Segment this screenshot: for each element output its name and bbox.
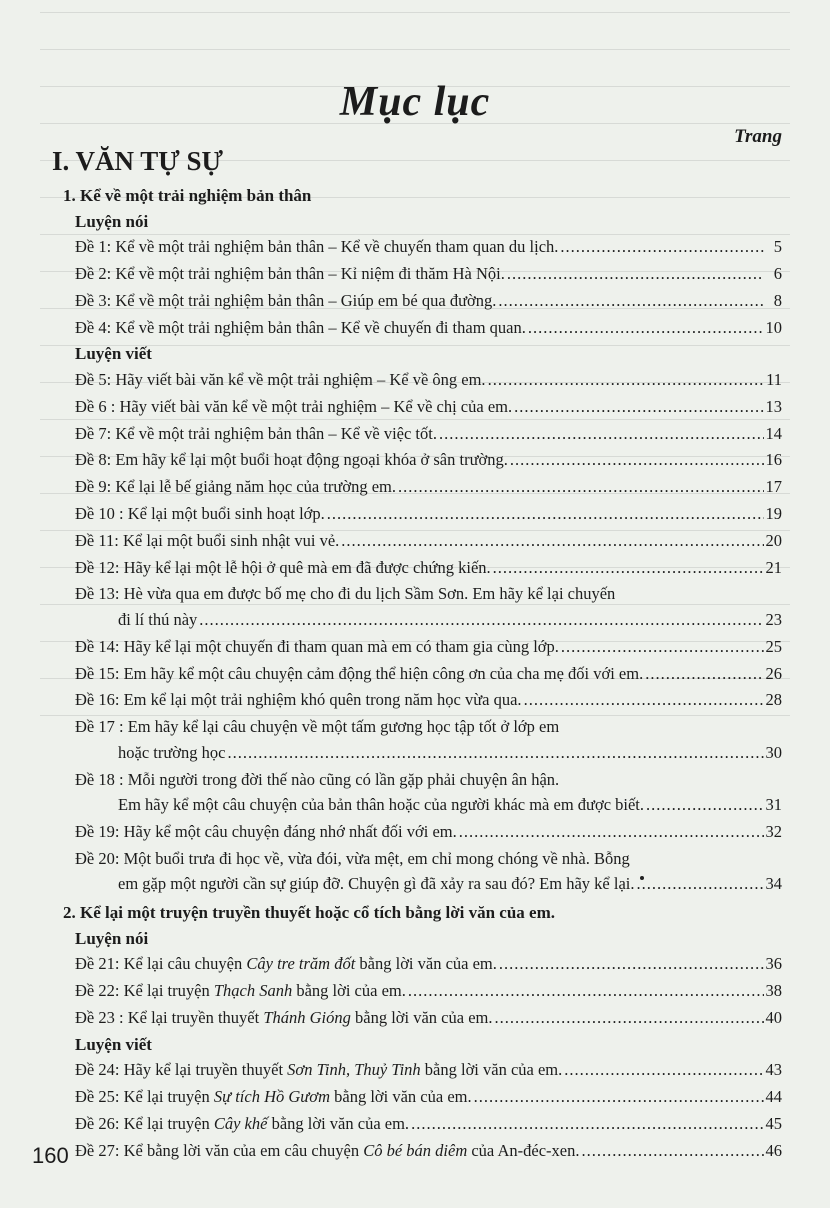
toc-entry-label: Đề 2: Kể về một trải nghiệm bản thân – Kỉ niệm đi thăm Hà Nội. bbox=[75, 264, 505, 283]
toc-entry bbox=[75, 424, 782, 444]
toc-entry-page: 21 bbox=[765, 557, 782, 577]
toc-entry bbox=[75, 1141, 782, 1161]
leader-dots bbox=[474, 1087, 764, 1107]
toc-entry bbox=[75, 690, 782, 710]
toc-entry bbox=[75, 370, 782, 390]
toc-entry-text: Đề 27: Kể bằng lời văn của em câu chuyện bbox=[75, 1140, 364, 1160]
toc-entry bbox=[75, 822, 782, 842]
toc-entry-label bbox=[75, 981, 406, 1001]
toc-entry bbox=[75, 1114, 782, 1134]
toc-entry-text: Đề 22: Kể lại truyện bbox=[75, 981, 214, 1001]
leader-dots bbox=[199, 610, 763, 630]
leader-dots bbox=[524, 690, 764, 710]
toc-entry-label: Đề 6 : Hãy viết bài văn kể về một trải nghiệm – Kể về chị của em. bbox=[75, 396, 513, 416]
toc-entry bbox=[75, 1060, 782, 1080]
toc-entry-work-title: Sự tích Hồ Gươm bbox=[213, 1087, 331, 1107]
toc-entry bbox=[75, 1087, 782, 1107]
toc-entry-page: 40 bbox=[765, 1008, 782, 1027]
leader-dots bbox=[510, 450, 764, 470]
leader-dots bbox=[564, 1060, 763, 1080]
leader-dots bbox=[408, 981, 764, 1001]
leader-dots bbox=[528, 318, 764, 338]
leader-dots bbox=[488, 370, 764, 390]
toc-entry-page: 44 bbox=[765, 1087, 782, 1107]
toc-entry-page: 17 bbox=[765, 477, 782, 497]
toc-entry bbox=[75, 291, 782, 311]
toc-entry-page: 46 bbox=[765, 1140, 782, 1160]
toc-entry-work-title: Thạch Sanh bbox=[213, 981, 293, 1001]
toc-entry-label bbox=[75, 1060, 562, 1080]
toc-entry-continuation-text: hoặc trường học bbox=[118, 742, 226, 762]
toc-entry-label: Đề 17 : Em hãy kể lại câu chuyện về một tấm gương học tập tốt ở lớp em bbox=[75, 717, 560, 737]
toc-entry-page: 6 bbox=[773, 264, 782, 283]
leader-dots bbox=[439, 424, 764, 444]
page-column-label: Trang bbox=[734, 126, 782, 147]
toc-entry bbox=[75, 637, 782, 657]
toc-entry-text: Đề 25: Kể lại truyện bbox=[75, 1087, 214, 1107]
toc-entry-page: 20 bbox=[765, 530, 782, 550]
toc-entry-page: 31 bbox=[765, 795, 782, 815]
toc-entry-work-title: Sơn Tinh, Thuỷ Tinh bbox=[287, 1060, 421, 1080]
toc-entry-label: Đề 11: Kể lại một buổi sinh nhật vui vẻ. bbox=[75, 530, 340, 550]
toc-entry-label: Đề 12: Hãy kể lại một lễ hội ở quê mà em đã được chứng kiến. bbox=[75, 557, 491, 577]
toc-entry-text: Đề 24: Hãy kể lại truyền thuyết bbox=[75, 1060, 288, 1080]
toc-entry-page: 10 bbox=[765, 317, 782, 337]
toc-entry-page: 14 bbox=[765, 423, 782, 443]
leader-dots bbox=[327, 504, 764, 524]
toc-entry bbox=[75, 849, 782, 869]
toc-entry-continuation-text: em gặp một người cần sự giúp đỡ. Chuyện gì đã xảy ra sau đó? Em hãy kể lại. bbox=[118, 874, 635, 894]
toc-entry bbox=[75, 450, 782, 470]
toc-entry-page: 45 bbox=[765, 1114, 782, 1133]
toc-entry-work-title: Thánh Gióng bbox=[263, 1008, 351, 1027]
leader-dots bbox=[227, 743, 763, 763]
toc-entry bbox=[75, 1008, 782, 1028]
toc-entry bbox=[75, 237, 782, 257]
leader-dots bbox=[561, 637, 764, 657]
leader-dots bbox=[581, 1141, 763, 1161]
toc-entry-text: bằng lời văn của em. bbox=[330, 1087, 472, 1107]
toc-entry-label: Đề 5: Hãy viết bài văn kể về một trải nghiệm – Kể về ông em. bbox=[75, 370, 486, 389]
toc-entry-label: Đề 8: Em hãy kể lại một buổi hoạt động ngoại khóa ở sân trường. bbox=[75, 450, 508, 470]
toc-entry bbox=[75, 558, 782, 578]
leader-dots bbox=[341, 531, 763, 551]
toc-entry-label bbox=[75, 1087, 472, 1107]
toc-entry-label: Đề 9: Kể lại lễ bế giảng năm học của trường em. bbox=[75, 477, 396, 497]
leader-dots bbox=[398, 477, 764, 497]
toc-entry-continuation bbox=[118, 874, 782, 894]
leader-dots bbox=[493, 558, 764, 578]
toc-entry-work-title: Cây khế bbox=[213, 1114, 268, 1133]
toc-entry-work-title: Cây tre trăm đốt bbox=[246, 954, 356, 974]
toc-entry-continuation bbox=[118, 610, 782, 630]
toc-entry bbox=[75, 584, 782, 604]
toc-entry bbox=[75, 318, 782, 338]
toc-entry-page: 25 bbox=[765, 636, 782, 656]
leader-dots bbox=[636, 874, 763, 894]
toc-entry-label: Đề 19: Hãy kể một câu chuyện đáng nhớ nhất đối với em. bbox=[75, 822, 457, 841]
toc-entry-label bbox=[75, 954, 497, 974]
toc-entry bbox=[75, 477, 782, 497]
toc-entry bbox=[75, 531, 782, 551]
toc-entry bbox=[75, 981, 782, 1001]
toc-entry-text: Đề 21: Kể lại câu chuyện bbox=[75, 954, 247, 974]
leader-dots bbox=[645, 664, 763, 684]
toc-entry-text: bằng lời văn của em. bbox=[350, 1008, 493, 1027]
toc-entry bbox=[75, 770, 782, 790]
toc-entry-label: Đề 20: Một buổi trưa đi học về, vừa đói, vừa mệt, em chỉ mong chóng về nhà. Bỗng bbox=[75, 848, 630, 868]
toc-entry bbox=[75, 504, 782, 524]
toc-entry-label bbox=[75, 1141, 579, 1161]
toc-entry-label: Đề 7: Kể về một trải nghiệm bản thân – Kể về việc tốt. bbox=[75, 423, 437, 443]
toc-entry-page: 32 bbox=[765, 822, 782, 841]
toc-entry-page: 38 bbox=[765, 981, 782, 1001]
leader-dots bbox=[459, 822, 764, 842]
group-heading-noi: Luyện nói bbox=[75, 928, 149, 948]
group-heading-noi: Luyện nói bbox=[75, 211, 149, 231]
toc-entry-page: 26 bbox=[765, 663, 782, 683]
toc-entry-work-title: Cô bé bán diêm bbox=[363, 1140, 468, 1160]
toc-entry-label bbox=[75, 1114, 409, 1134]
leader-dots bbox=[646, 795, 763, 815]
toc-entry-continuation-text: đi lí thú này bbox=[118, 610, 198, 629]
toc-entry-page: 43 bbox=[765, 1060, 782, 1080]
toc-entry-text: của An-đéc-xen. bbox=[467, 1140, 580, 1160]
toc-entry-text: bằng lời văn của em. bbox=[420, 1060, 563, 1080]
toc-entry bbox=[75, 397, 782, 417]
toc-entry-page: 13 bbox=[765, 396, 782, 416]
toc-entry-page: 34 bbox=[765, 874, 782, 894]
toc-entry-text: bằng lời văn của em. bbox=[267, 1114, 410, 1133]
toc-entry bbox=[75, 717, 782, 737]
toc-entry bbox=[75, 954, 782, 974]
leader-dots bbox=[411, 1114, 763, 1134]
toc-entry-page: 30 bbox=[765, 742, 782, 762]
toc-entry-label: Đề 1: Kể về một trải nghiệm bản thân – Kể về chuyến tham quan du lịch. bbox=[75, 237, 559, 257]
toc-entry-page: 28 bbox=[765, 690, 782, 710]
part-heading: 2. Kể lại một truyện truyền thuyết hoặc cổ tích bằng lời văn của em. bbox=[63, 903, 555, 923]
toc-entry-label: Đề 18 : Mỗi người trong đời thế nào cũng có lần gặp phải chuyện ân hận. bbox=[75, 769, 560, 789]
toc-entry-label: Đề 4: Kể về một trải nghiệm bản thân – Kể về chuyến đi tham quan. bbox=[75, 317, 526, 337]
page-number: 160 bbox=[32, 1143, 69, 1168]
toc-entry bbox=[75, 264, 782, 284]
section-title: I. VĂN TỰ SỰ bbox=[52, 146, 224, 176]
toc-entry-label bbox=[75, 1008, 493, 1028]
leader-dots bbox=[514, 397, 763, 417]
page-title: Mục lục bbox=[339, 79, 491, 125]
toc-entry bbox=[75, 664, 782, 684]
leader-dots bbox=[560, 237, 764, 257]
toc-entry-page: 11 bbox=[766, 370, 782, 389]
toc-entry-label: Đề 14: Hãy kể lại một chuyến đi tham quan mà em có tham gia cùng lớp. bbox=[75, 636, 559, 656]
part-heading: 1. Kể về một trải nghiệm bản thân bbox=[63, 186, 312, 205]
print-speck bbox=[640, 876, 644, 880]
toc-entry-label: Đề 13: Hè vừa qua em được bố mẹ cho đi du lịch Sầm Sơn. Em hãy kể lại chuyến bbox=[75, 584, 616, 604]
toc-entry-label: Đề 15: Em hãy kể một câu chuyện cảm động thể hiện công ơn của cha mẹ đối với em. bbox=[75, 663, 644, 683]
toc-entry-page: 23 bbox=[765, 610, 782, 629]
group-heading-viet: Luyện viết bbox=[75, 344, 152, 364]
leader-dots bbox=[495, 1008, 764, 1028]
toc-entry-text: bằng lời văn của em. bbox=[355, 954, 497, 974]
toc-entry-page: 8 bbox=[773, 290, 782, 310]
toc-entry-continuation-text: Em hãy kể một câu chuyện của bản thân hoặc của người khác mà em được biết. bbox=[118, 795, 645, 815]
toc-entry-label: Đề 10 : Kể lại một buổi sinh hoạt lớp. bbox=[75, 504, 325, 523]
toc-entry-label: Đề 3: Kể về một trải nghiệm bản thân – Giúp em bé qua đường. bbox=[75, 290, 497, 310]
toc-entry-page: 36 bbox=[765, 954, 782, 974]
toc-entry-continuation bbox=[118, 795, 782, 815]
toc-entry-text: bằng lời của em. bbox=[292, 981, 406, 1001]
toc-entry-page: 19 bbox=[765, 504, 782, 523]
toc-entry-text: Đề 23 : Kể lại truyền thuyết bbox=[75, 1008, 264, 1027]
group-heading-viet: Luyện viết bbox=[75, 1034, 152, 1054]
toc-entry-continuation bbox=[118, 743, 782, 763]
toc-entry-page: 16 bbox=[765, 450, 782, 470]
toc-entry-text: Đề 26: Kể lại truyện bbox=[75, 1114, 214, 1133]
toc-entry-label: Đề 16: Em kể lại một trải nghiệm khó quên trong năm học vừa qua. bbox=[75, 690, 522, 710]
leader-dots bbox=[507, 264, 764, 284]
leader-dots bbox=[499, 954, 764, 974]
toc-entry-page: 5 bbox=[773, 237, 782, 257]
leader-dots bbox=[498, 291, 764, 311]
